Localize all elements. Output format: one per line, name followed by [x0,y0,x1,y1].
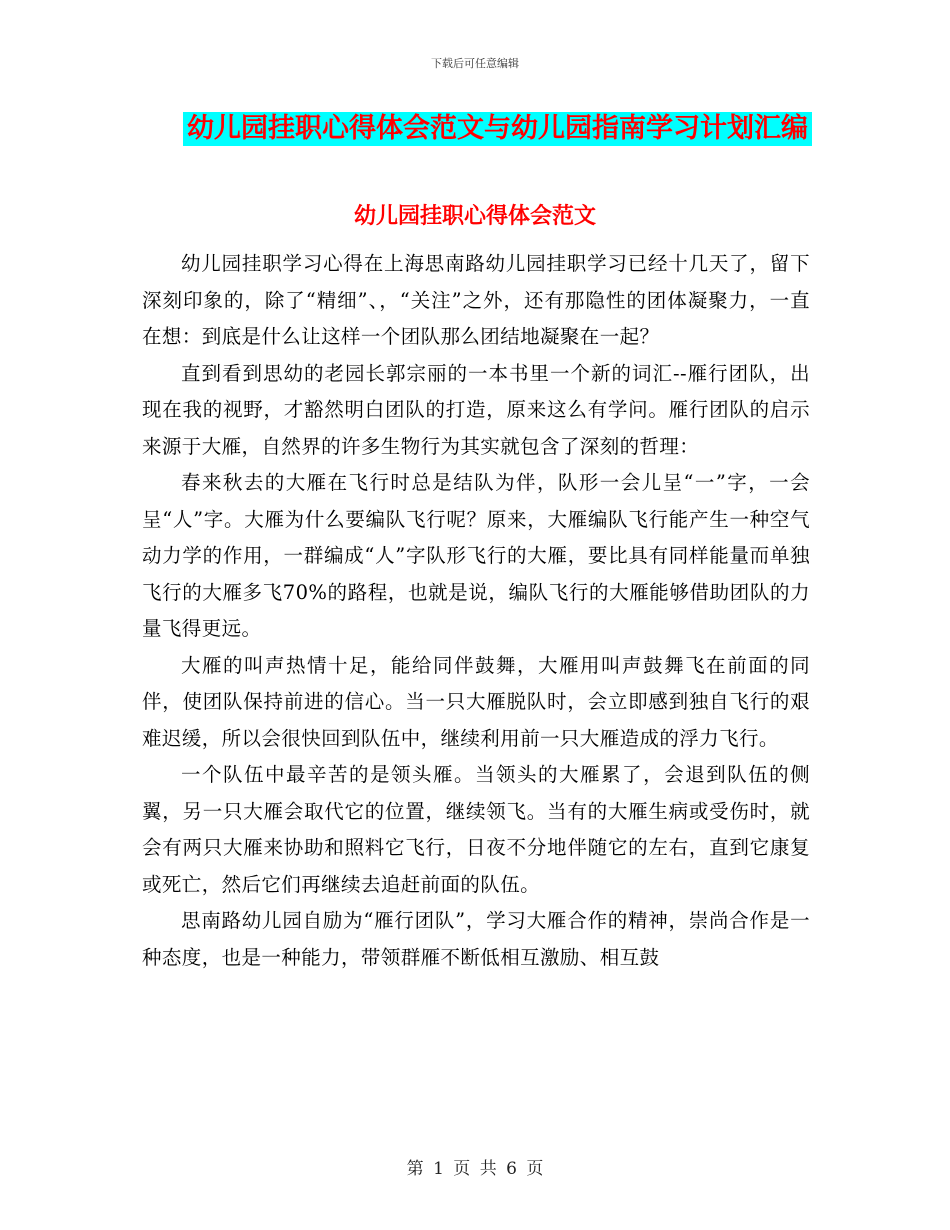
header-note: 下载后可任意编辑 [431,57,519,70]
document-title: 幼儿园挂职心得体会范文与幼儿园指南学习计划汇编 [183,112,812,146]
document-title-container [0,112,950,146]
page-number: 第 1 页 共 6 页 [406,1159,544,1179]
body-text [142,246,810,976]
paragraph: 一个队伍中最辛苦的是领头雁。当领头的大雁累了，会退到队伍的侧翼，另一只大雁会取代它的位置，继续领飞。当有的大雁生病或受伤时，就会有两只大雁来协助和照料它飞行，日夜不分地伴随它的左右，直到它康复或死亡，然后它们再继续去追赶前面的队伍。 [142,763,810,896]
paragraph: 直到看到思幼的老园长郭宗丽的一本书里一个新的词汇--雁行团队，出现在我的视野，才豁然明白团队的打造，原来这么有学问。雁行团队的启示来源于大雁，自然界的许多生物行为其实就包含了深刻的哲理： [142,361,810,458]
paragraph: 春来秋去的大雁在飞行时总是结队为伴，队形一会儿呈“一”字，一会呈“人”字。大雁为什么要编队飞行呢？原来，大雁编队飞行能产生一种空气动力学的作用，一群编成“人”字队形飞行的大雁，要比具有同样能量而单独飞行的大雁多飞70%的路程，也就是说，编队飞行的大雁能够借助团队的力量飞得更远。 [142,471,810,640]
paragraph: 幼儿园挂职学习心得在上海思南路幼儿园挂职学习已经十几天了，留下深刻印象的，除了“精细”、，“关注”之外，还有那隐性的团体凝聚力，一直在想：到底是什么让这样一个团队那么团结地凝聚在一起？ [142,252,810,348]
section-title: 幼儿园挂职心得体会范文 [353,204,596,229]
paragraph: 思南路幼儿园自励为“雁行团队”，学习大雁合作的精神，崇尚合作是一种态度，也是一种能力，带领群雁不断低相互激励、相互鼓 [142,909,810,969]
paragraph: 大雁的叫声热情十足，能给同伴鼓舞，大雁用叫声鼓舞飞在前面的同伴，使团队保持前进的信心。当一只大雁脱队时，会立即感到独自飞行的艰难迟缓，所以会很快回到队伍中，继续利用前一只大雁造成的浮力飞行。 [142,653,810,750]
